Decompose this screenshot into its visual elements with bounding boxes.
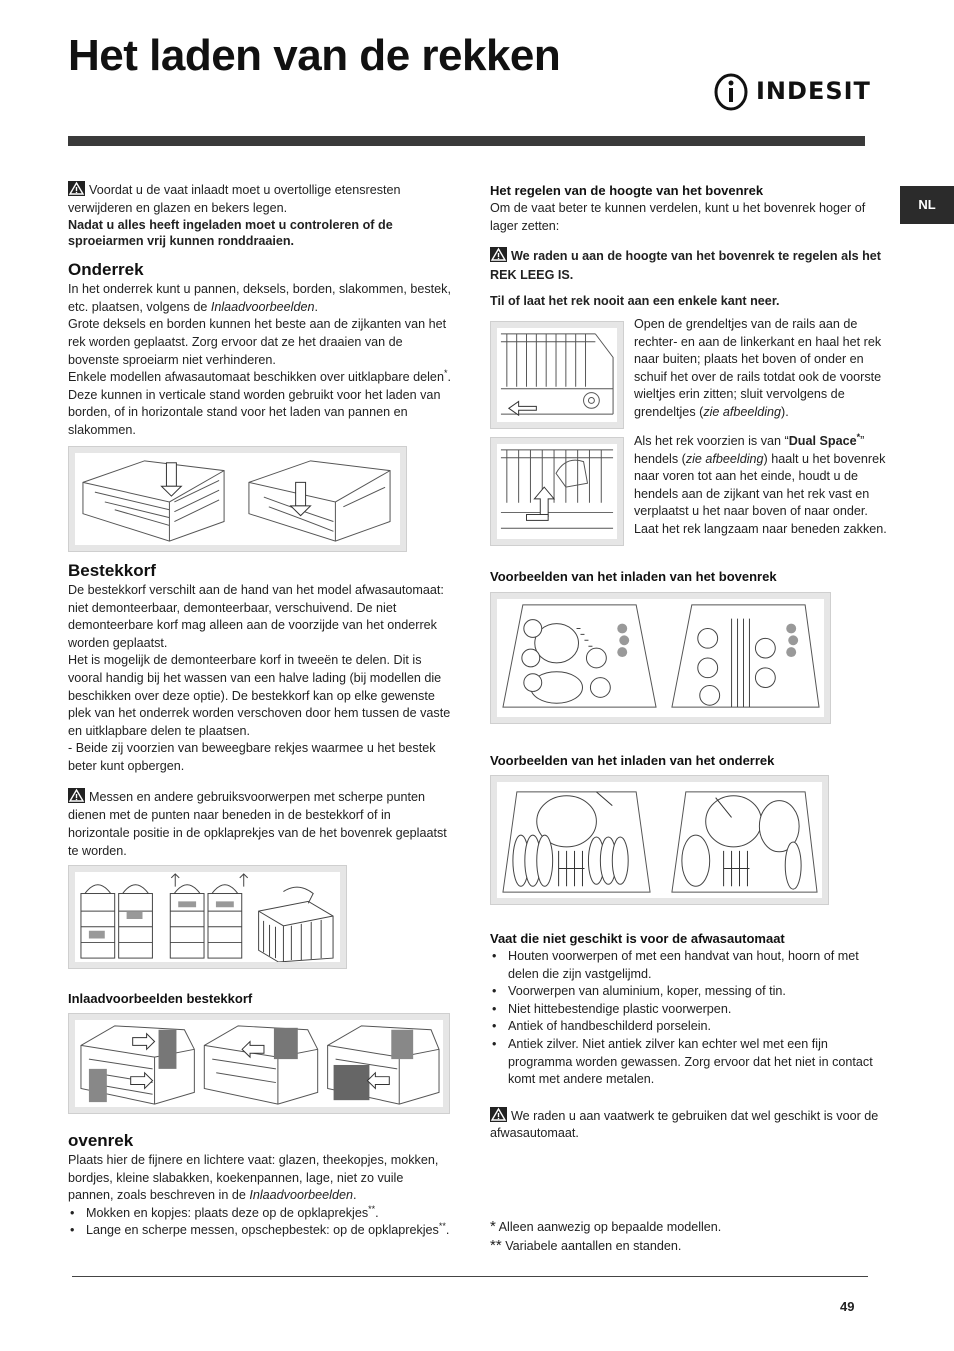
list-item: • Mokken en kopjes: plaats deze op de opklaprekjes**. <box>86 1205 452 1223</box>
left-column <box>68 181 452 440</box>
list-item: • Antiek of handbeschilderd porselein. <box>508 1018 888 1036</box>
heading-voorbeeld-bovenrek: Voorbeelden van het inladen van het bovenrek <box>490 569 777 584</box>
ovenrek-p1: Plaats hier de fijnere en lichtere vaat: glazen, theekopjes, mokken, bordjes, kleine slabakken, koekenpannen, lage, niet zo vuile pannen, zoals beschreven in de Inlaadvoorbeelden. <box>68 1153 439 1203</box>
warning-icon <box>490 247 507 262</box>
rails-text: Open de grendeltjes van de rails aan de rechter- en aan de linkerkant en haal het rek naar buiten; plaats het boven of onder en schuif het over de rails totdat ook de voorste wieltjes erin zitten; sluit vervolgens de grendeltjes (zie afbeelding). <box>634 317 882 419</box>
dual-space-text: Als het rek voorzien is van “Dual Space*” hendels (zie afbeelding) haalt u het bovenrek naar voren tot aan het einde, houdt u de hendels aan de zijkant van het rek vast en verplaatst u het naar boven of naar onder. Laat het rek langzaam naar beneden zakken. <box>634 431 887 536</box>
heading-onderrek: Onderrek <box>68 260 144 280</box>
warning-icon <box>68 181 85 196</box>
footnote-1: * Alleen aanwezig op bepaalde modellen. <box>490 1218 722 1235</box>
niet-geschikt-section <box>490 930 888 1143</box>
indesit-i-icon <box>712 72 750 112</box>
onderrek-p1: In het onderrek kunt u pannen, deksels, borden, slakommen, bestek, etc. plaatsen, volgens de Inlaadvoorbeelden. <box>68 282 451 314</box>
header-rule <box>68 136 865 146</box>
rails-illustration <box>490 321 624 429</box>
ovenrek-section <box>68 1130 452 1240</box>
bovenrek-examples-illustration <box>490 592 831 724</box>
brand-name: INDESIT <box>756 77 871 106</box>
brand-logo <box>712 72 871 112</box>
intro-bold: Nadat u alles heeft ingeladen moet u controleren of de sproeiarmen vrij kunnen ronddraaien. <box>68 218 393 249</box>
advies-text: We raden u aan vaatwerk te gebruiken dat wel geschikt is voor de afwasautomaat. <box>490 1108 879 1141</box>
list-item: • Houten voorwerpen of met een handvat van hout, hoorn of met delen die zijn vastgelijmd. <box>508 948 888 983</box>
bestekkorf-p3: - Beide zij voorzien van beweegbare rekjes waarmee u het bestek beter kunt opbergen. <box>68 741 436 773</box>
heading-bestekkorf: Bestekkorf <box>68 561 156 580</box>
niet-geschikt-list <box>490 948 888 1089</box>
language-tab: NL <box>900 186 954 224</box>
warning-icon <box>490 1107 507 1122</box>
onderrek-examples-illustration <box>490 775 829 905</box>
footer-rule <box>72 1276 868 1277</box>
intro-warning: Voordat u de vaat inlaadt moet u overtollige etensresten verwijderen en glazen en bekers legen. <box>68 183 401 215</box>
ovenrek-list <box>68 1205 452 1240</box>
heading-ovenrek: ovenrek <box>68 1131 134 1150</box>
heading-inlaadvoorbeelden: Inlaadvoorbeelden bestekkorf <box>68 991 253 1006</box>
list-item: • Antiek zilver. Niet antiek zilver kan echter wel met een fijn programma worden gewassen. Zorg ervoor dat het niet in contact komt met andere metalen. <box>508 1036 888 1089</box>
onderrek-illustration <box>68 446 407 552</box>
bestekkorf-p1: De bestekkorf verschilt aan de hand van het model afwasautomaat: niet demonteerbaar, demonteerbaar, verschuivend. De niet demonteerbare korf mag alleen aan de voorzijde van het onderrek worden geplaatst. <box>68 583 444 650</box>
inlaadvoorbeelden-illustration <box>68 1013 450 1114</box>
list-item: • Voorwerpen van aluminium, koper, messing of tin. <box>508 983 888 1001</box>
list-item: • Lange en scherpe messen, opschepbestek: op de opklaprekjes**. <box>86 1222 452 1240</box>
page-number: 49 <box>840 1299 855 1314</box>
onderrek-p2: Grote deksels en borden kunnen het beste aan de zijkanten van het rek worden geplaatst. Zorg ervoor dat ze het draaien van de bovenste sproeiarm niet verhinderen. <box>68 317 447 367</box>
dual-space-illustration <box>490 437 624 546</box>
warning-icon <box>68 788 85 803</box>
heading-niet-geschikt: Vaat die niet geschikt is voor de afwasautomaat <box>490 931 785 946</box>
hoogte-warning: We raden u aan de hoogte van het bovenrek te regelen als het REK LEEG IS. <box>490 249 881 283</box>
hoogte-p: Om de vaat beter te kunnen verdelen, kunt u het bovenrek hoger of lager zetten: <box>490 201 866 233</box>
onderrek-p3: Enkele modellen afwasautomaat beschikken over uitklapbare delen*. Deze kunnen in verticale stand worden gebruikt voor het laden van borden, of in horizontale stand voor het laden van pannen en slakommen. <box>68 367 451 437</box>
footnotes <box>490 1218 888 1255</box>
list-item: • Niet hittebestendige plastic voorwerpen. <box>508 1001 888 1019</box>
hoogte-section <box>490 182 888 311</box>
bestekkorf-illustration <box>68 865 347 969</box>
bestekkorf-section <box>68 560 452 860</box>
bestekkorf-warning: Messen en andere gebruiksvoorwerpen met scherpe punten dienen met de punten naar beneden in de bestekkorf of in horizontale positie in de opklaprekjes van de het bovenrek geplaatst te worden. <box>68 789 447 858</box>
bestekkorf-p2: Het is mogelijk de demonteerbare korf in tweeën te delen. Dit is vooral handig bij het wassen van een halve lading (bij modellen die beschikken over deze optie). De bestekkorf kan op elke gewenste plek van het onderrek worden verschoven door hem tussen de vaste en uitklapbare delen te plaatsen. <box>68 653 451 738</box>
footnote-2: ** Variabele aantallen en standen. <box>490 1236 682 1254</box>
heading-voorbeeld-onderrek: Voorbeelden van het inladen van het onderrek <box>490 753 775 768</box>
hoogte-bold: Til of laat het rek nooit aan een enkele kant neer. <box>490 294 780 309</box>
heading-hoogte: Het regelen van de hoogte van het bovenrek <box>490 183 764 198</box>
page-title: Het laden van de rekken <box>68 31 561 80</box>
